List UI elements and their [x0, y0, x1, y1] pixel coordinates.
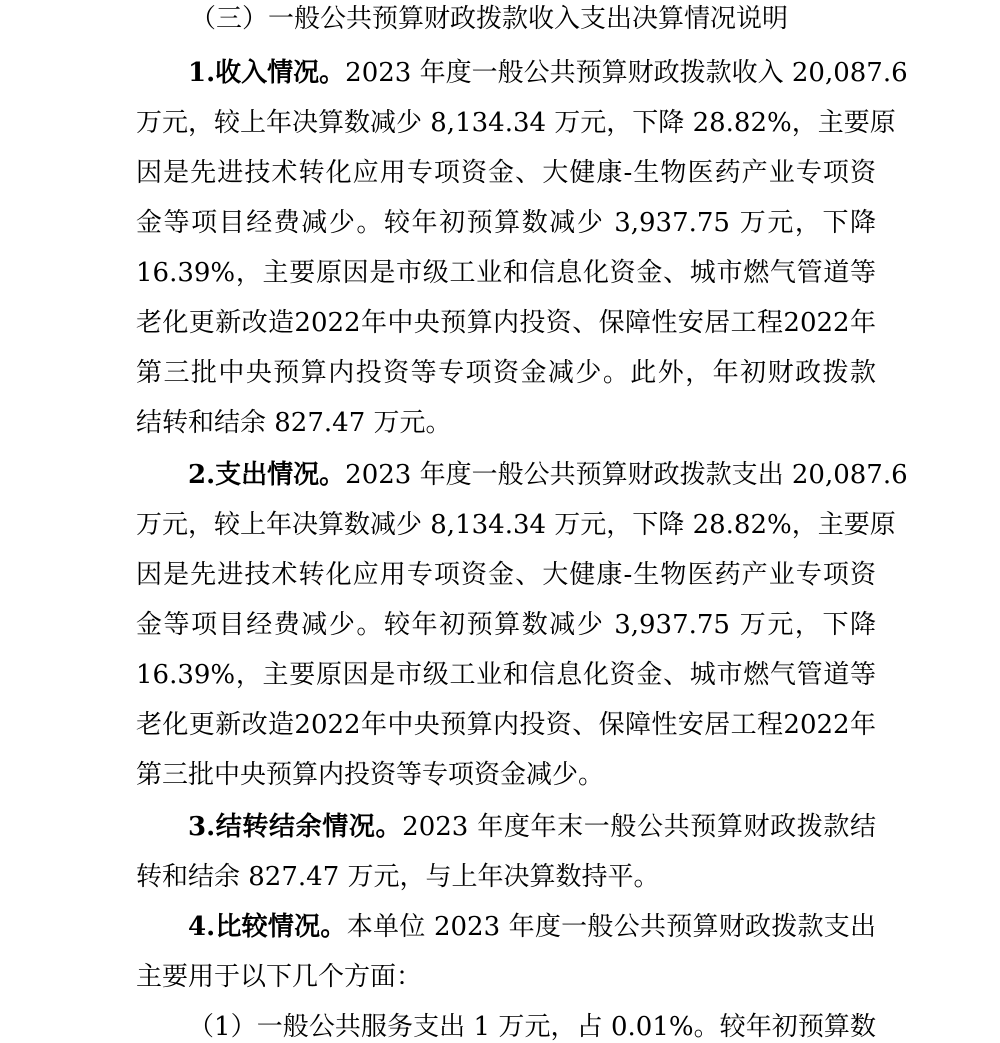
paragraph-2-line-3: 因是先进技术转化应用专项资金、大健康-生物医药产业专项资	[136, 560, 876, 590]
paragraph-3-lead: 3.结转结余情况。	[188, 812, 403, 842]
paragraph-2-line-2: 万元，较上年决算数减少 8,134.34 万元，下降 28.82%，主要原	[136, 510, 896, 540]
paragraph-1-line-7: 第三批中央预算内投资等专项资金减少。此外，年初财政拨款	[136, 358, 876, 388]
paragraph-2-lead: 2.支出情况。	[188, 460, 346, 490]
paragraph-3-line-1: 2023 年度年末一般公共预算财政拨款结	[402, 812, 876, 842]
paragraph-1-first-line	[188, 58, 908, 88]
paragraph-1-line-1: 2023 年度一般公共预算财政拨款收入 20,087.6	[345, 58, 908, 88]
paragraph-4-line-1: 本单位 2023 年度一般公共预算财政拨款支出	[346, 912, 876, 942]
paragraph-3-line-2: 转和结余 827.47 万元，与上年决算数持平。	[136, 862, 660, 892]
paragraph-1-line-6: 老化更新改造2022年中央预算内投资、保障性安居工程2022年	[136, 308, 876, 338]
paragraph-1-line-8: 结转和结余 827.47 万元。	[136, 408, 452, 438]
section-heading: （三）一般公共预算财政拨款收入支出决算情况说明	[190, 4, 789, 34]
paragraph-2-line-5: 16.39%，主要原因是市级工业和信息化资金、城市燃气管道等	[136, 660, 876, 690]
paragraph-3-first-line	[188, 814, 876, 840]
sub-item-1: （1）一般公共服务支出 1 万元，占 0.01%。较年初预算数	[188, 1012, 876, 1042]
paragraph-4-first-line	[188, 914, 876, 940]
paragraph-2-first-line	[188, 460, 908, 490]
paragraph-2-line-6: 老化更新改造2022年中央预算内投资、保障性安居工程2022年	[136, 710, 876, 740]
paragraph-1-line-3: 因是先进技术转化应用专项资金、大健康-生物医药产业专项资	[136, 158, 876, 188]
paragraph-2-line-7: 第三批中央预算内投资等专项资金减少。	[136, 760, 605, 790]
paragraph-1-lead: 1.收入情况。	[188, 58, 346, 88]
paragraph-2-line-1: 2023 年度一般公共预算财政拨款支出 20,087.6	[345, 460, 908, 490]
paragraph-1-line-5: 16.39%，主要原因是市级工业和信息化资金、城市燃气管道等	[136, 258, 876, 288]
paragraph-1-line-2: 万元，较上年决算数减少 8,134.34 万元，下降 28.82%，主要原	[136, 108, 896, 138]
paragraph-4-lead: 4.比较情况。	[188, 912, 347, 942]
paragraph-1-line-4: 金等项目经费减少。较年初预算数减少 3,937.75 万元，下降	[136, 208, 876, 238]
paragraph-4-line-2: 主要用于以下几个方面：	[136, 962, 423, 992]
paragraph-2-line-4: 金等项目经费减少。较年初预算数减少 3,937.75 万元，下降	[136, 610, 876, 640]
